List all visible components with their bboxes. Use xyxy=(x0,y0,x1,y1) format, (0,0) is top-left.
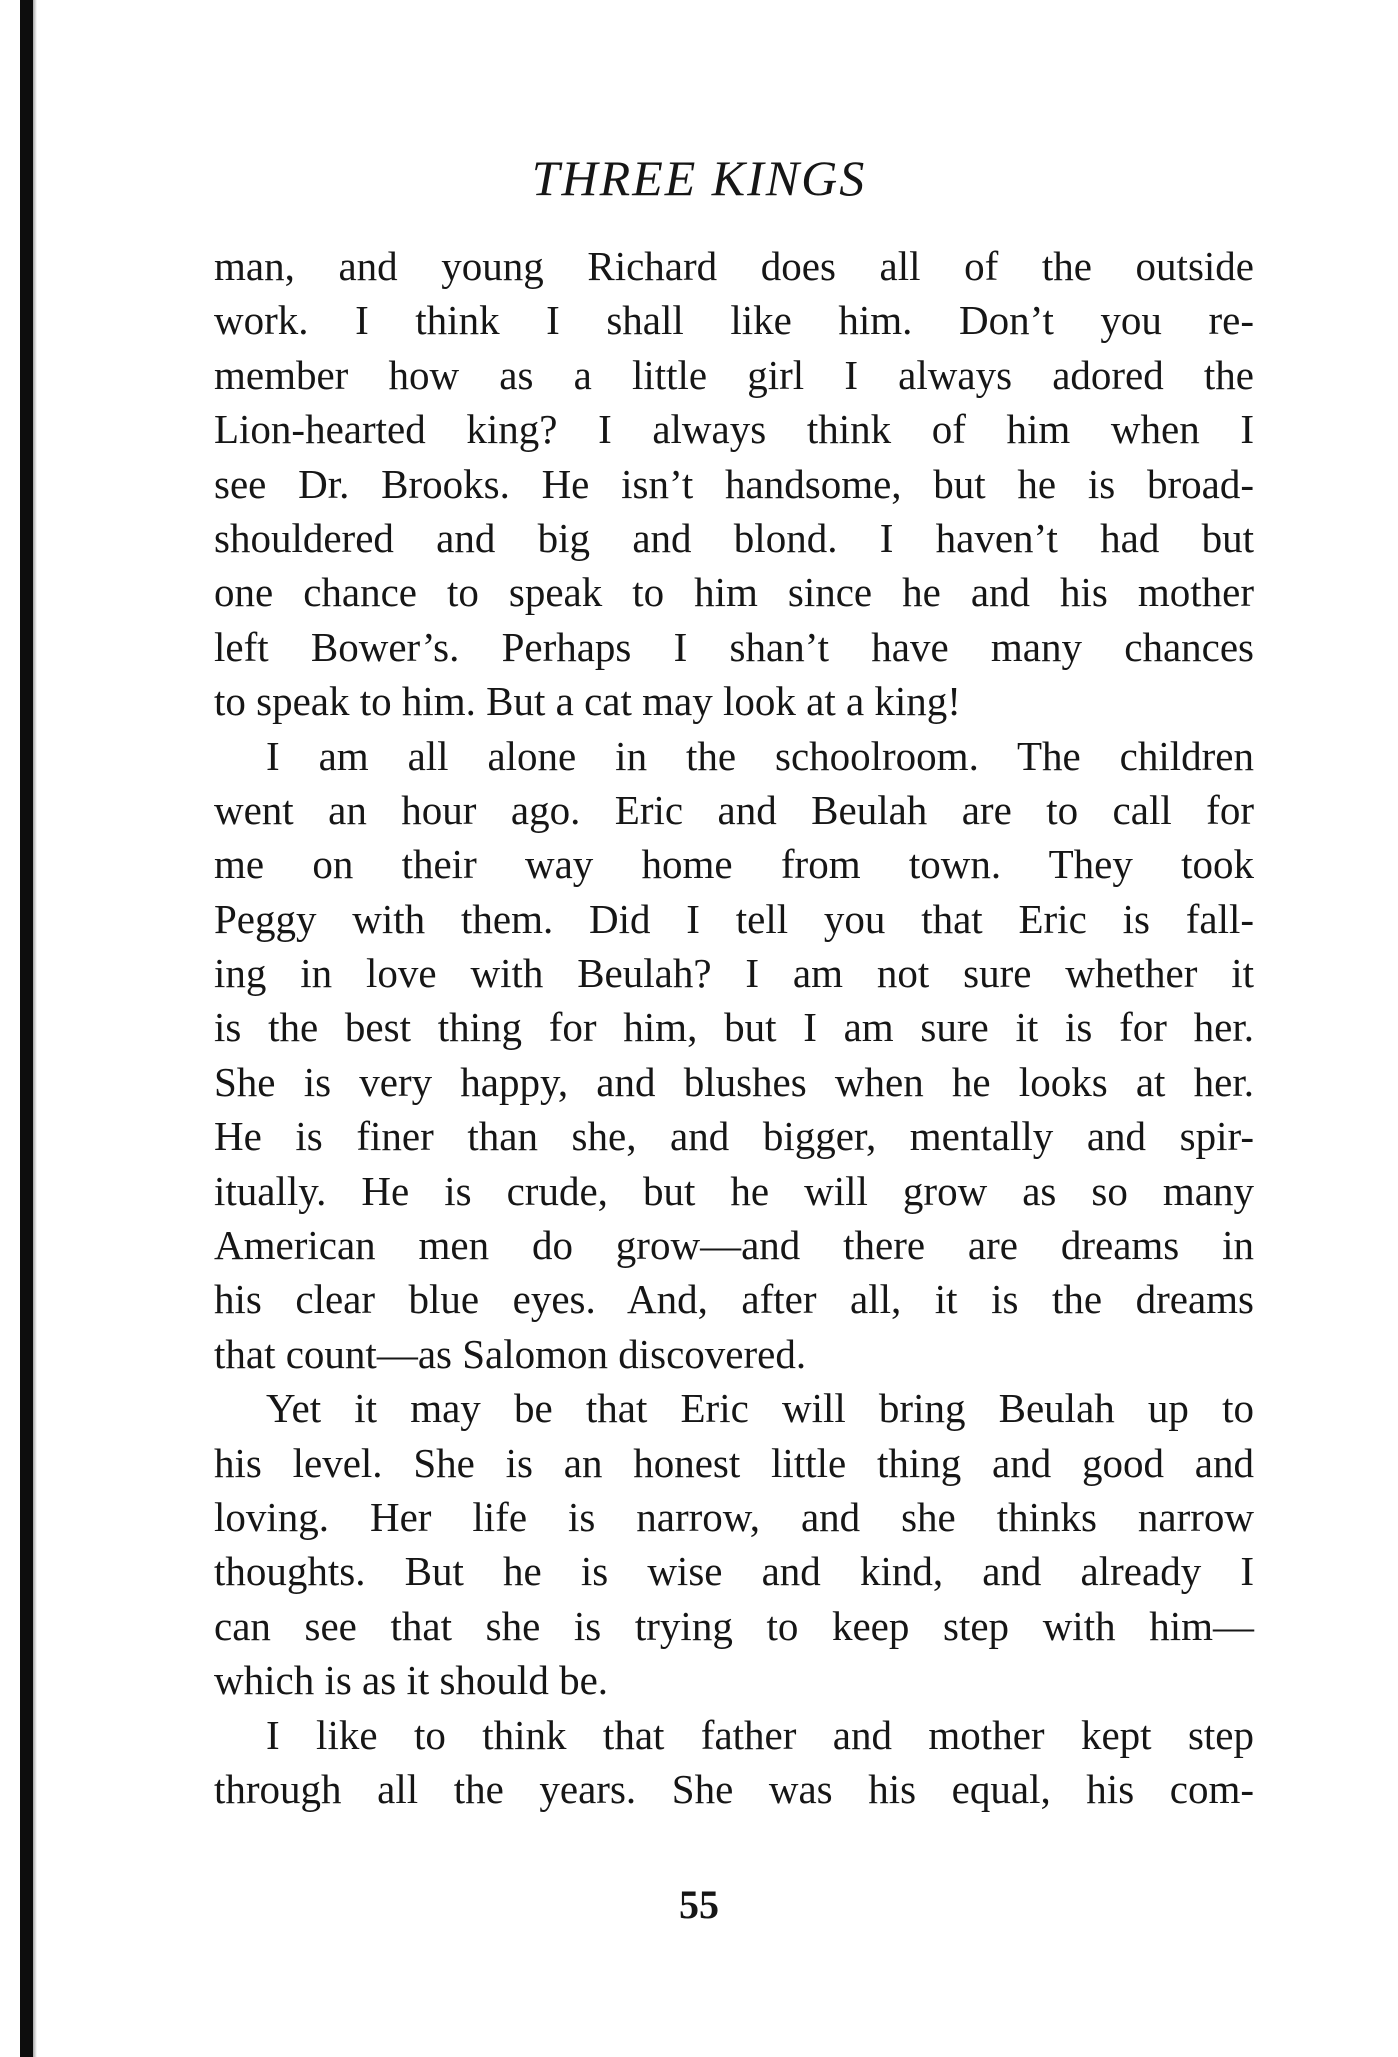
text-line: me on their way home from town. They took xyxy=(214,841,1254,888)
text-line: I like to think that father and mother kept step xyxy=(266,1711,1254,1758)
text-line: work. I think I shall like him. Don’t you re- xyxy=(214,297,1254,344)
text-line: loving. Her life is narrow, and she thinks narrow xyxy=(214,1493,1254,1540)
text-line: member how as a little girl I always adored the xyxy=(214,351,1254,398)
text-line: is the best thing for him, but I am sure it is for her. xyxy=(214,1004,1254,1051)
text-line: American men do grow—and there are dreams in xyxy=(214,1222,1254,1269)
text-line: Yet it may be that Eric will bring Beulah up to xyxy=(266,1385,1254,1432)
text-line: can see that she is trying to keep step with him— xyxy=(214,1602,1254,1649)
text-line: went an hour ago. Eric and Beulah are to call for xyxy=(214,786,1254,833)
text-line: itually. He is crude, but he will grow as so many xyxy=(214,1167,1254,1214)
text-line: I am all alone in the schoolroom. The children xyxy=(266,732,1254,779)
text-line: which is as it should be. xyxy=(214,1657,609,1704)
text-line: shouldered and big and blond. I haven’t had but xyxy=(214,514,1254,561)
text-line: thoughts. But he is wise and kind, and already I xyxy=(214,1548,1254,1595)
text-line: He is finer than she, and bigger, mentally and spir- xyxy=(214,1113,1254,1160)
text-line: one chance to speak to him since he and his mother xyxy=(214,569,1254,616)
page-number: 55 xyxy=(679,1882,719,1927)
running-title: THREE KINGS xyxy=(531,150,867,206)
text-line: to speak to him. But a cat may look at a king! xyxy=(214,678,961,725)
text-line: left Bower’s. Perhaps I shan’t have many chances xyxy=(214,623,1254,670)
text-line: his level. She is an honest little thing and good and xyxy=(214,1439,1254,1486)
text-line: She is very happy, and blushes when he looks at her. xyxy=(214,1058,1254,1105)
text-line: that count—as Salomon discovered. xyxy=(214,1330,807,1377)
text-line: Lion-hearted king? I always think of him when I xyxy=(214,406,1254,453)
text-line: his clear blue eyes. And, after all, it is the dreams xyxy=(214,1276,1254,1323)
body-text xyxy=(214,239,1254,1816)
text-line: ing in love with Beulah? I am not sure whether it xyxy=(214,950,1254,997)
binding-edge xyxy=(20,0,33,2057)
text-line: man, and young Richard does all of the outside xyxy=(214,243,1254,289)
text-line: through all the years. She was his equal, his com- xyxy=(214,1765,1254,1812)
binding-shadow xyxy=(33,0,37,2057)
text-line: Peggy with them. Did I tell you that Eric is fall- xyxy=(214,895,1254,942)
text-line: see Dr. Brooks. He isn’t handsome, but he is broad- xyxy=(214,460,1254,507)
